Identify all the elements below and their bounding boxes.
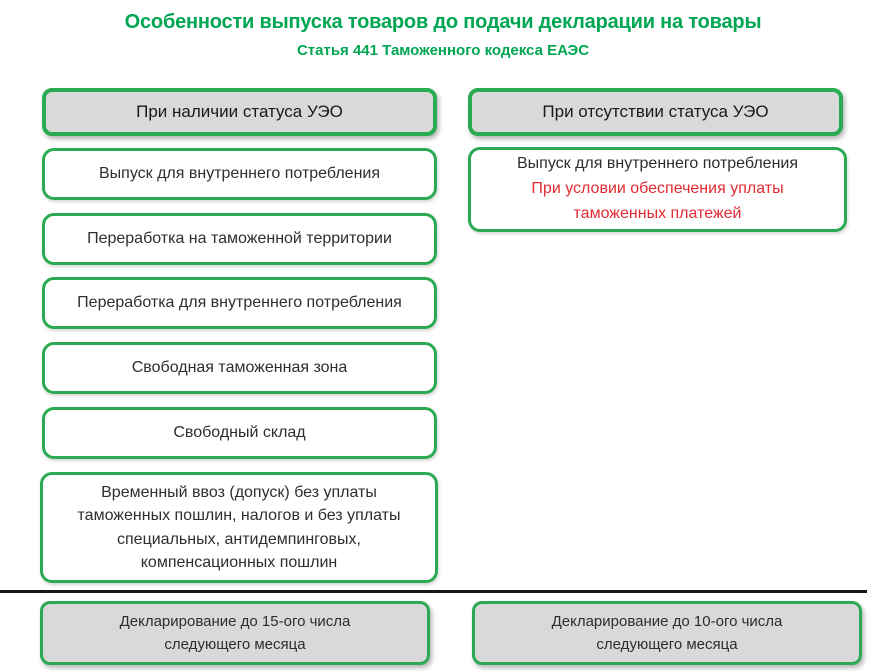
left-item-processing-customs-territory: Переработка на таможенной территории xyxy=(42,213,437,265)
left-item-free-warehouse: Свободный склад xyxy=(42,407,437,459)
left-item-temporary-import-label: Временный ввоз (допуск) без уплаты таможенных пошлин, налогов и без уплаты специальных, антидемпинговых, компенсационных пошлин xyxy=(77,484,401,571)
right-item-release-domestic xyxy=(468,147,847,232)
page-subtitle: Статья 441 Таможенного кодекса ЕАЭС xyxy=(296,42,590,59)
right-item-condition-label: При условии обеспечения уплаты таможенных платежей xyxy=(531,180,784,222)
left-footer-label: Декларирование до 15-ого числа следующего месяца xyxy=(119,612,351,653)
horizontal-divider xyxy=(0,590,867,593)
right-column-header: При отсутствии статуса УЭО xyxy=(468,88,843,136)
left-footer-declaration-deadline xyxy=(40,601,430,665)
right-footer-label: Декларирование до 10-ого числа следующего месяца xyxy=(551,612,783,653)
left-item-free-customs-zone: Свободная таможенная зона xyxy=(42,342,437,394)
right-footer-declaration-deadline xyxy=(472,601,862,665)
page-title: Особенности выпуска товаров до подачи декларации на товары xyxy=(124,11,762,33)
right-item-main-label: Выпуск для внутреннего потребления xyxy=(516,155,798,173)
left-item-release-domestic: Выпуск для внутреннего потребления xyxy=(42,148,437,200)
left-column-header: При наличии статуса УЭО xyxy=(42,88,437,136)
left-item-processing-domestic: Переработка для внутреннего потребления xyxy=(42,277,437,329)
left-item-temporary-import xyxy=(40,472,438,583)
